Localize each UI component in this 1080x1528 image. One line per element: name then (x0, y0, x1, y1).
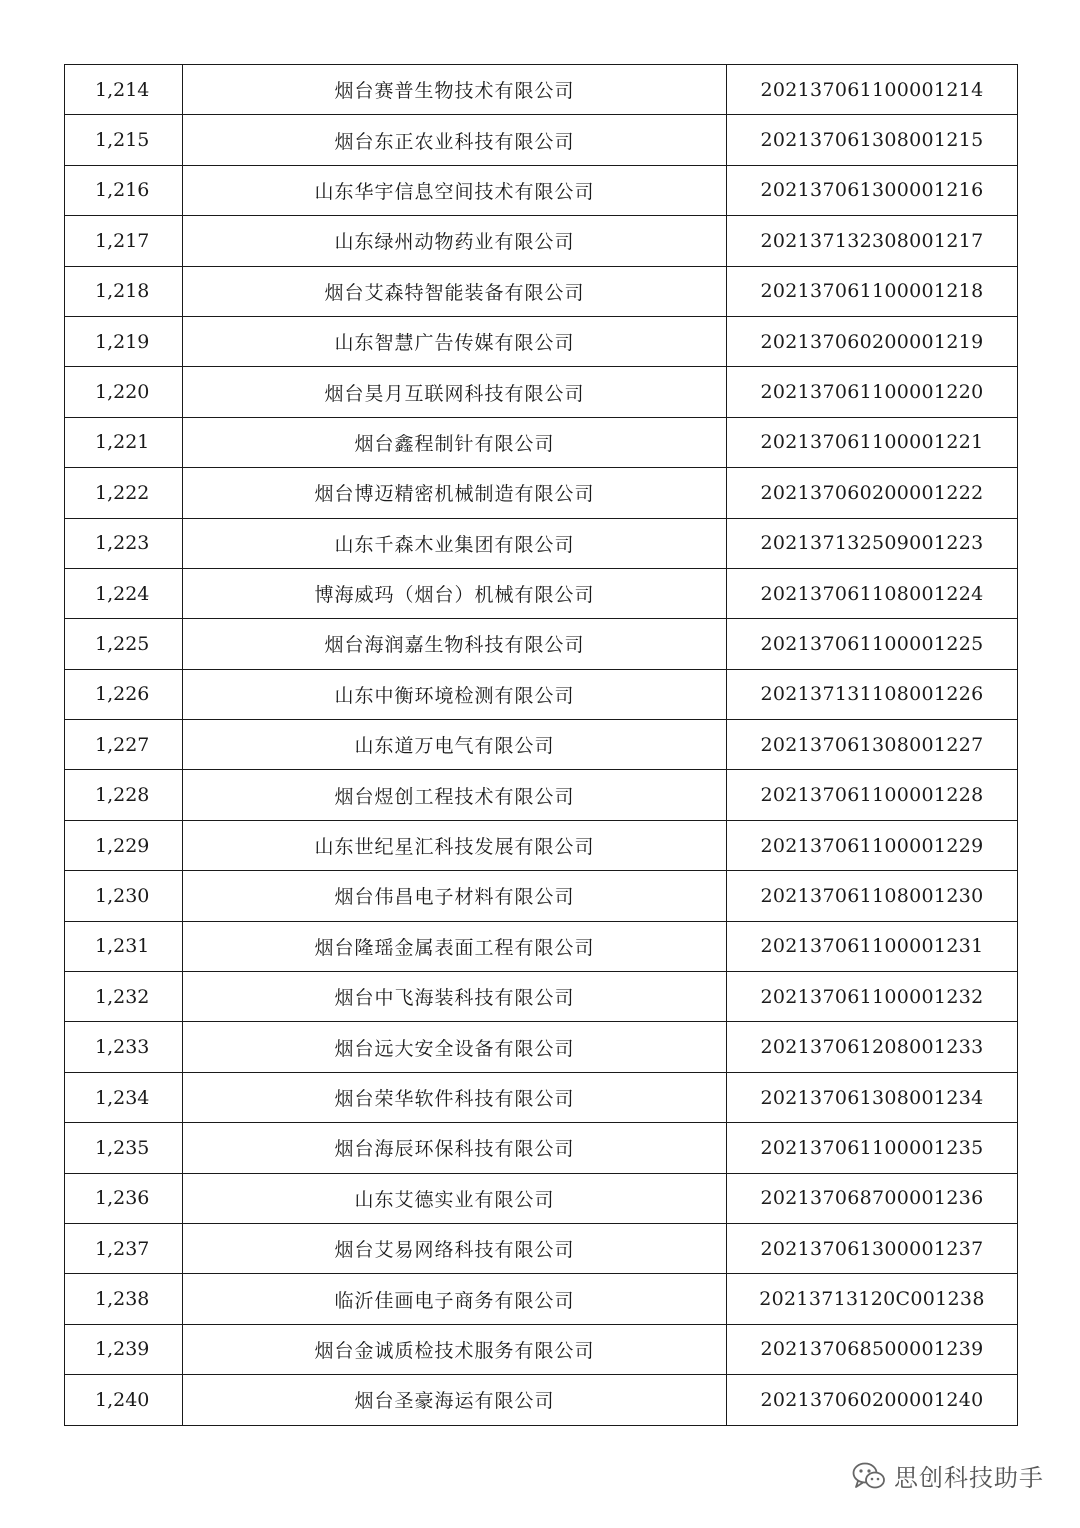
registration-code: 202137061208001233 (727, 1022, 1018, 1072)
table-row (65, 1324, 1018, 1374)
registration-code: 202137061100001214 (727, 65, 1018, 115)
company-name: 烟台博迈精密机械制造有限公司 (183, 468, 727, 518)
company-name: 烟台圣豪海运有限公司 (183, 1375, 727, 1425)
registration-code: 202137061300001216 (727, 165, 1018, 215)
registration-code: 202137061100001232 (727, 972, 1018, 1022)
row-number: 1,220 (65, 367, 183, 417)
table-row (65, 871, 1018, 921)
table-row (65, 921, 1018, 971)
row-number: 1,235 (65, 1123, 183, 1173)
registration-code: 202137061100001228 (727, 770, 1018, 820)
row-number: 1,234 (65, 1072, 183, 1122)
row-number: 1,230 (65, 871, 183, 921)
company-table (64, 64, 1018, 1426)
row-number: 1,226 (65, 669, 183, 719)
table-row (65, 669, 1018, 719)
company-name: 山东智慧广告传媒有限公司 (183, 316, 727, 366)
table-row (65, 1223, 1018, 1273)
registration-code: 202137061100001218 (727, 266, 1018, 316)
table-row (65, 316, 1018, 366)
row-number: 1,218 (65, 266, 183, 316)
company-name: 山东艾德实业有限公司 (183, 1173, 727, 1223)
registration-code: 202137060200001219 (727, 316, 1018, 366)
company-name: 山东绿州动物药业有限公司 (183, 216, 727, 266)
table-row (65, 1123, 1018, 1173)
registration-code: 20213713120C001238 (727, 1274, 1018, 1324)
row-number: 1,240 (65, 1375, 183, 1425)
row-number: 1,217 (65, 216, 183, 266)
table-row (65, 972, 1018, 1022)
table-row (65, 518, 1018, 568)
company-name: 烟台东正农业科技有限公司 (183, 115, 727, 165)
registration-code: 202137131108001226 (727, 669, 1018, 719)
table-row (65, 1072, 1018, 1122)
table-row (65, 1274, 1018, 1324)
company-name: 烟台金诚质检技术服务有限公司 (183, 1324, 727, 1374)
registration-code: 202137061100001225 (727, 619, 1018, 669)
company-name: 临沂佳画电子商务有限公司 (183, 1274, 727, 1324)
row-number: 1,227 (65, 720, 183, 770)
row-number: 1,238 (65, 1274, 183, 1324)
table-row (65, 568, 1018, 618)
registration-code: 202137061100001221 (727, 417, 1018, 467)
table-row (65, 1173, 1018, 1223)
row-number: 1,214 (65, 65, 183, 115)
wechat-icon (852, 1461, 886, 1491)
company-name: 山东中衡环境检测有限公司 (183, 669, 727, 719)
company-name: 烟台荣华软件科技有限公司 (183, 1072, 727, 1122)
registration-code: 202137061108001224 (727, 568, 1018, 618)
company-table-body (65, 65, 1018, 1426)
row-number: 1,223 (65, 518, 183, 568)
table-row (65, 720, 1018, 770)
row-number: 1,221 (65, 417, 183, 467)
registration-code: 202137061308001227 (727, 720, 1018, 770)
registration-code: 202137132308001217 (727, 216, 1018, 266)
table-row (65, 266, 1018, 316)
table-row (65, 1375, 1018, 1425)
company-name: 烟台海润嘉生物科技有限公司 (183, 619, 727, 669)
company-name: 博海威玛（烟台）机械有限公司 (183, 568, 727, 618)
company-name: 烟台海辰环保科技有限公司 (183, 1123, 727, 1173)
table-row (65, 619, 1018, 669)
registration-code: 202137061308001234 (727, 1072, 1018, 1122)
table-row (65, 115, 1018, 165)
row-number: 1,224 (65, 568, 183, 618)
company-name: 山东世纪星汇科技发展有限公司 (183, 820, 727, 870)
row-number: 1,229 (65, 820, 183, 870)
row-number: 1,236 (65, 1173, 183, 1223)
registration-code: 202137061100001231 (727, 921, 1018, 971)
company-name: 烟台鑫程制针有限公司 (183, 417, 727, 467)
company-name: 烟台艾森特智能装备有限公司 (183, 266, 727, 316)
registration-code: 202137061308001215 (727, 115, 1018, 165)
registration-code: 202137132509001223 (727, 518, 1018, 568)
company-name: 烟台远大安全设备有限公司 (183, 1022, 727, 1072)
company-name: 山东千森木业集团有限公司 (183, 518, 727, 568)
table-row (65, 65, 1018, 115)
company-name: 烟台隆瑶金属表面工程有限公司 (183, 921, 727, 971)
row-number: 1,225 (65, 619, 183, 669)
company-name: 山东道万电气有限公司 (183, 720, 727, 770)
row-number: 1,216 (65, 165, 183, 215)
company-name: 烟台赛普生物技术有限公司 (183, 65, 727, 115)
registration-code: 202137060200001240 (727, 1375, 1018, 1425)
registration-code: 202137061108001230 (727, 871, 1018, 921)
company-name: 烟台煜创工程技术有限公司 (183, 770, 727, 820)
row-number: 1,228 (65, 770, 183, 820)
registration-code: 202137068500001239 (727, 1324, 1018, 1374)
watermark-text: 思创科技助手 (894, 1464, 1044, 1492)
table-row (65, 367, 1018, 417)
row-number: 1,237 (65, 1223, 183, 1273)
registration-code: 202137061300001237 (727, 1223, 1018, 1273)
table-row (65, 770, 1018, 820)
table-row (65, 820, 1018, 870)
company-name: 烟台伟昌电子材料有限公司 (183, 871, 727, 921)
company-name: 烟台艾易网络科技有限公司 (183, 1223, 727, 1273)
row-number: 1,232 (65, 972, 183, 1022)
row-number: 1,231 (65, 921, 183, 971)
registration-code: 202137068700001236 (727, 1173, 1018, 1223)
table-row (65, 216, 1018, 266)
watermark (852, 1458, 1044, 1493)
row-number: 1,222 (65, 468, 183, 518)
company-name: 山东华宇信息空间技术有限公司 (183, 165, 727, 215)
table-row (65, 165, 1018, 215)
row-number: 1,215 (65, 115, 183, 165)
registration-code: 202137061100001220 (727, 367, 1018, 417)
company-name: 烟台昊月互联网科技有限公司 (183, 367, 727, 417)
registration-code: 202137060200001222 (727, 468, 1018, 518)
row-number: 1,233 (65, 1022, 183, 1072)
table-row (65, 417, 1018, 467)
row-number: 1,239 (65, 1324, 183, 1374)
registration-code: 202137061100001229 (727, 820, 1018, 870)
company-name: 烟台中飞海装科技有限公司 (183, 972, 727, 1022)
row-number: 1,219 (65, 316, 183, 366)
registration-code: 202137061100001235 (727, 1123, 1018, 1173)
table-row (65, 468, 1018, 518)
table-row (65, 1022, 1018, 1072)
